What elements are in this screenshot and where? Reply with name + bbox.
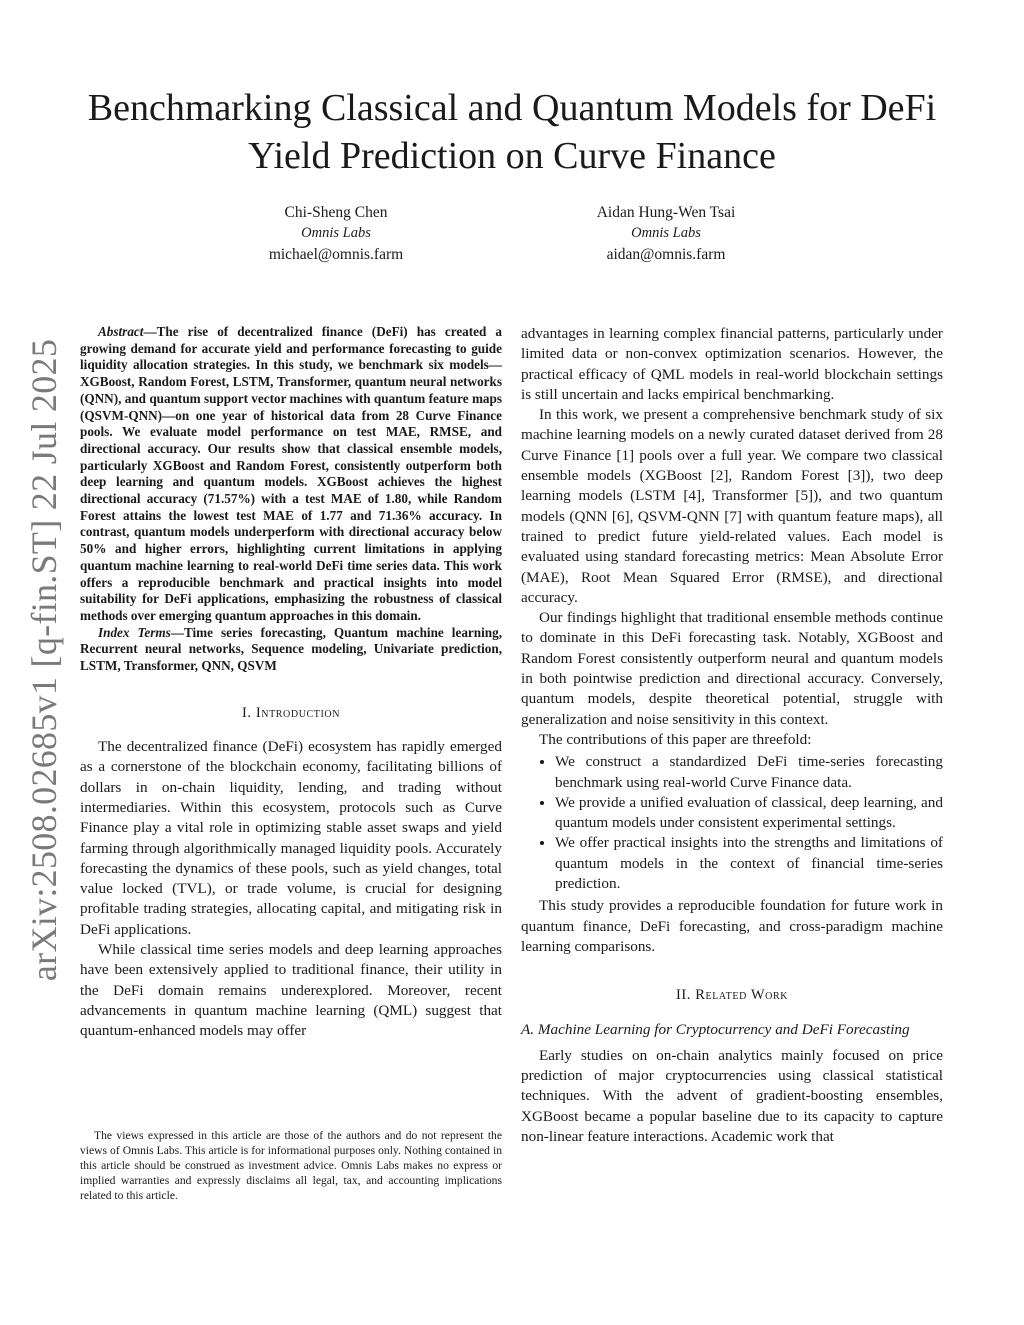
abstract-text: —The rise of decentralized finance (DeFi) has created a growing demand for accurate yield and performance forecasting to guide liquidity allocation strategies. In this study, we benchmark six models—XGBoost, Random Forest, LSTM, Transformer, quantum neural networks (QNN), and quantum support vector machines with quantum feature maps (QSVM-QNN)—on one year of historical data from 28 Curve Finance pools. We evaluate model performance on test MAE, RMSE, and directional accuracy. Our results show that classical ensemble models, particularly XGBoost and Random Forest, consistently outperform both deep learning and quantum models. XGBoost achieves the highest directional accuracy (71.57%) with a test MAE of 1.80, while Random Forest attains the lowest test MAE of 1.77 and 71.36% accuracy. In contrast, quantum models underperform with directional accuracy below 50% and higher errors, highlighting current limitations in applying quantum machine learning to real-world DeFi time series data. This work offers a reproducible benchmark and practical insights into model suitability for DeFi applications, emphasizing the robustness of classical methods over emerging quantum approaches in this domain. [80, 324, 502, 623]
paragraph: In this work, we present a comprehensive benchmark study of six machine learning models on a newly curated dataset derived from 28 Curve Finance [1] pools over a full year. We compare two classical ensemble models (XGBoost [2], Random Forest [3]), two deep learning models (LSTM [4], Transformer [5]), and two quantum models (QNN [6], QSVM-QNN [7] with quantum feature maps), all trained to predict future yield-related values. Each model is evaluated using standard forecasting metrics: Mean Absolute Error (MAE), Root Mean Squared Error (RMSE), and directional accuracy. [521, 406, 943, 606]
index-terms-label: Index Terms [98, 624, 171, 640]
author-affiliation: Omnis Labs [301, 225, 371, 241]
contributions-list [521, 752, 943, 894]
paragraph: Our findings highlight that traditional ensemble methods continue to dominate in this DeFi forecasting task. Notably, XGBoost and Random Forest consistently outperform neural and quantum models in both pointwise prediction and directional accuracy. Conversely, quantum models, despite theoretical potential, struggle with generalization and noise sensitivity in this context. [521, 609, 943, 728]
index-terms-text: —Time series forecasting, Quantum machine learning, Recurrent neural networks, Sequence modeling, Univariate prediction, LSTM, Transformer, QNN, QSVM [80, 624, 502, 674]
abstract [80, 324, 502, 625]
list-item: • We provide a unified evaluation of classical, deep learning, and quantum models under consistent experimental settings. [555, 793, 943, 834]
index-terms [80, 625, 502, 675]
author-block-2 [516, 202, 816, 265]
author-affiliation: Omnis Labs [631, 225, 701, 241]
author-email: aidan@omnis.farm [606, 246, 726, 263]
paper-title: Benchmarking Classical and Quantum Models for DeFi Yield Prediction on Curve Finance [87, 87, 937, 177]
section-heading-related-work: II. Related Work [675, 987, 789, 1004]
paragraph: The contributions of this paper are threefold: [539, 730, 812, 748]
right-column [521, 324, 943, 1147]
list-item: • We construct a standardized DeFi time-series forecasting benchmark using real-world Curve Finance data. [555, 752, 943, 793]
subsection-heading: A. Machine Learning for Cryptocurrency and DeFi Forecasting [521, 1020, 910, 1038]
author-email: michael@omnis.farm [268, 246, 404, 263]
paragraph: While classical time series models and deep learning approaches have been extensively applied to traditional finance, their utility in the DeFi domain remains underexplored. Moreover, recent advancements in quantum machine learning (QML) suggest that quantum-enhanced models may offer [80, 941, 502, 1040]
author-name: Aidan Hung-Wen Tsai [596, 204, 736, 221]
list-item: • We offer practical insights into the strengths and limitations of quantum models in the context of financial time-series prediction. [555, 833, 943, 894]
footnote: The views expressed in this article are those of the authors and do not represent the views of Omnis Labs. This article is for informational purposes only. Nothing contained in this article should be construed as investment advice. Omnis Labs makes no express or implied warranties and expressly disclaims all legal, tax, and accounting implications related to this article. [80, 1129, 502, 1202]
section-heading-introduction: I. Introduction [241, 704, 341, 721]
author-name: Chi-Sheng Chen [284, 204, 388, 221]
paragraph: advantages in learning complex financial patterns, particularly under limited data or non-convex optimization scenarios. However, the practical efficacy of QML models in real-world blockchain settings is still uncertain and lacks empirical benchmarking. [521, 325, 943, 403]
arxiv-stamp: arXiv:2508.02685v1 [q-fin.ST] 22 Jul 2025 [24, 338, 64, 982]
paragraph: The decentralized finance (DeFi) ecosystem has rapidly emerged as a cornerstone of the blockchain economy, facilitating billions of dollars in on-chain liquidity, lending, and trading without intermediaries. Within this ecosystem, protocols such as Curve Finance play a vital role in optimizing stable asset swaps and yield farming through algorithmically managed liquidity pools. Accurately forecasting the dynamics of these pools, such as yield changes, total value locked (TVL), or trade volume, is crucial for designing profitable trading strategies, allocating capital, and mitigating risk in DeFi applications. [80, 738, 502, 938]
paragraph: This study provides a reproducible foundation for future work in quantum finance, DeFi forecasting, and cross-paradigm machine learning comparisons. [521, 897, 943, 955]
author-block-1 [186, 202, 486, 265]
left-column [80, 324, 502, 1042]
abstract-label: Abstract [98, 324, 144, 339]
paragraph: Early studies on on-chain analytics mainly focused on price prediction of major cryptocurrencies using classical statistical techniques. With the advent of gradient-boosting ensembles, XGBoost became a popular baseline due to its capacity to capture non-linear feature interactions. Academic work that [521, 1046, 943, 1145]
